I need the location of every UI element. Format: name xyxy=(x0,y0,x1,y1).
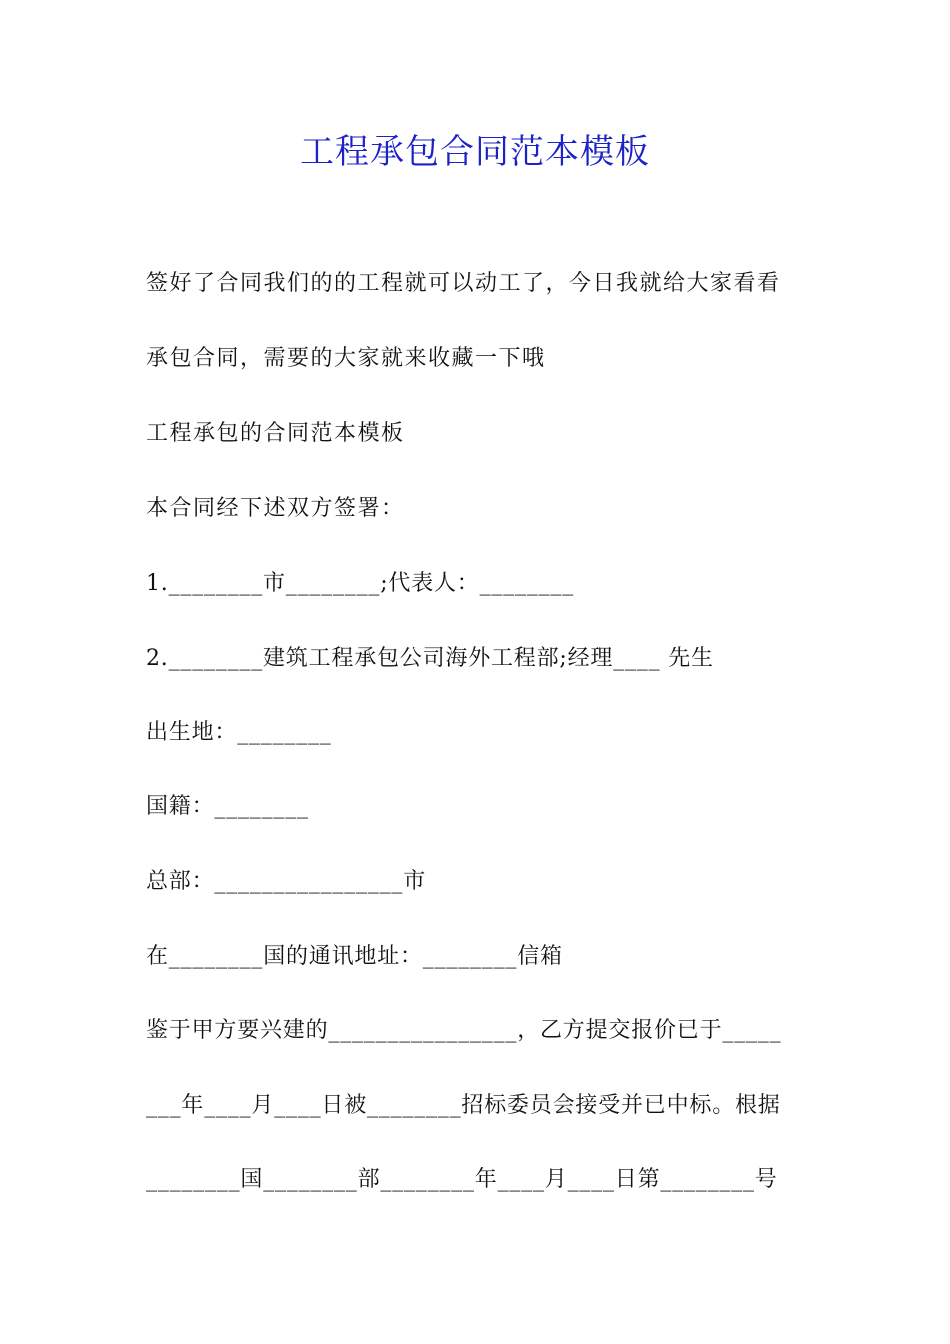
headquarters-line: 总部：________________市 xyxy=(146,869,427,894)
recital-line-2: ___年____月____日被________招标委员会接受并已中标。根据 xyxy=(146,1093,781,1118)
document-title: 工程承包合同范本模板 xyxy=(300,132,650,172)
signing-statement: 本合同经下述双方签署： xyxy=(146,496,405,521)
party-2-line: 2.________建筑工程承包公司海外工程部;经理____ 先生 xyxy=(146,646,714,671)
birthplace-line: 出生地：________ xyxy=(146,720,332,745)
party-1-line: 1.________市________;代表人：________ xyxy=(146,571,575,596)
address-line: 在________国的通讯地址：________信箱 xyxy=(146,944,563,969)
intro-line-1: 签好了合同我们的的工程就可以动工了，今日我就给大家看看 xyxy=(146,271,781,296)
intro-line-2: 承包合同，需要的大家就来收藏一下哦 xyxy=(146,346,546,371)
recital-line-3: ________国________部________年____月____日第________号 xyxy=(146,1167,778,1192)
nationality-line: 国籍：________ xyxy=(146,794,309,819)
section-heading: 工程承包的合同范本模板 xyxy=(146,421,405,446)
recital-line-1: 鉴于甲方要兴建的________________，乙方提交报价已于_____ xyxy=(146,1018,782,1043)
